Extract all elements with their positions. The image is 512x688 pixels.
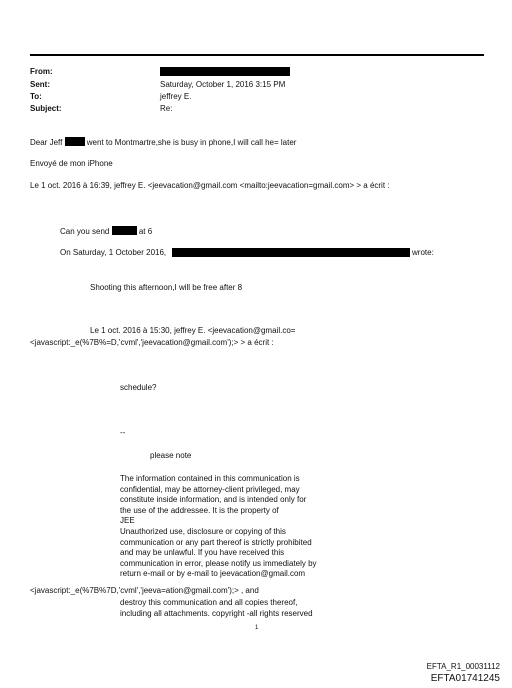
subject-value: Re:: [160, 104, 173, 113]
redaction-inline: [112, 226, 137, 235]
disclaimer-block: [120, 474, 317, 580]
greeting-message: went to Montmartre,she is busy in phone,I will call he= later: [86, 138, 297, 147]
on-saturday-text: On Saturday, 1 October 2016,: [60, 248, 167, 257]
bates-id-2: EFTA01741245: [430, 673, 500, 684]
disclaimer-line: communication in error, please notify us immediately by: [120, 558, 317, 568]
disclaimer-line: and may be unlawful. If you have received this: [120, 548, 285, 558]
to-value: jeffrey E.: [160, 92, 192, 101]
disclaimer-line: constitute inside information, and is intended only for: [120, 495, 307, 505]
signature-line: Envoyé de mon iPhone: [30, 159, 113, 168]
bates-id-1: EFTA_R1_00031112: [426, 662, 500, 671]
disclaimer-line: confidential, may be attorney-client privileged, may: [120, 484, 300, 494]
quote-header-2-line1: Le 1 oct. 2016 à 15:30, jeffrey E. <jeevacation@gmail.co=: [90, 326, 296, 335]
to-label: To:: [30, 92, 42, 101]
disclaimer-line: Unauthorized use, disclosure or copying of this: [120, 526, 286, 536]
subject-label: Subject:: [30, 104, 62, 113]
sent-label: Sent:: [30, 80, 50, 89]
quote-header-2-line2: <javascript:_e(%7B%=D,'cvml','jeevacation@gmail.com');> > a écrit :: [30, 338, 274, 347]
wrote-text: wrote:: [412, 248, 434, 257]
dashes-line: --: [120, 428, 126, 437]
can-you-send-line: [60, 226, 152, 237]
from-label: From:: [30, 67, 53, 76]
quote-header-1: Le 1 oct. 2016 à 16:39, jeffrey E. <jeevacation@gmail.com <mailto:jeevacation=gmail.com> > a écrit :: [30, 181, 390, 190]
header-rule: [30, 54, 484, 56]
at-six-text: at 6: [138, 227, 153, 236]
javascript-line: <javascript:_e(%7B%7D,'cvml','jeeva=ation@gmail.com');> , and: [30, 586, 259, 595]
greeting-text: Dear Jeff: [30, 138, 63, 147]
greeting-line: [30, 137, 296, 148]
page-number: 1: [255, 625, 259, 631]
destroy-line-2: including all attachments. copyright -all rights reserved: [120, 609, 313, 618]
destroy-line-1: destroy this communication and all copies thereof,: [120, 598, 298, 607]
can-you-send-text: Can you send: [60, 227, 110, 236]
redaction-inline: [65, 137, 85, 146]
shooting-line: Shooting this afternoon,I will be free after 8: [90, 283, 243, 292]
disclaimer-line: The information contained in this communication is: [120, 474, 300, 483]
disclaimer-line: the use of the addressee. It is the property of: [120, 505, 279, 515]
disclaimer-line: return e-mail or by e-mail to jeevacation@gmail.com: [120, 569, 306, 579]
sent-value: Saturday, October 1, 2016 3:15 PM: [160, 80, 286, 89]
schedule-line: schedule?: [120, 383, 157, 392]
disclaimer-line: JEE: [120, 516, 135, 526]
redaction-sender: [172, 248, 410, 257]
disclaimer-line: communication or any part thereof is strictly prohibited: [120, 537, 312, 547]
please-note-line: please note: [150, 451, 192, 460]
redaction-from: [160, 67, 290, 76]
